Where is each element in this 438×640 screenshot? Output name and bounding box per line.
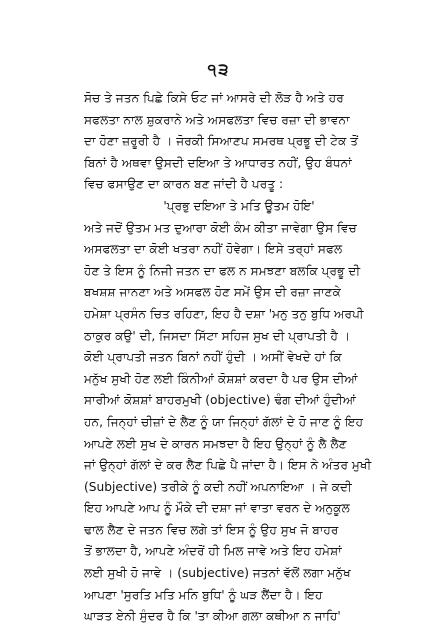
text-line: ਦਾ ਹੋਣਾ ਜ਼ਰੂਰੀ ਹੈ । ਜੋਰਕੀ ਸਿਆਣਪ ਸਮਰਥ ਪ੍ਰਭੂ ਦੀ ਟੇਕ ਤੋਂ xyxy=(84,134,359,149)
text-line: ਅਤੇ ਜਦੋਂ ਉਤਮ ਮਤ ਦੁਆਰਾ ਕੋਈ ਕੰਮ ਕੀਤਾ ਜਾਵੇਗਾ ਉਸ ਵਿਚ xyxy=(84,220,357,235)
text-line: ਢਾਲ ਲੈਣ ਦੇ ਜਤਨ ਵਿਚ ਲਗੇ ਤਾਂ ਇਸ ਨੂੰ ਉਹ ਸੁਖ ਜੋ ਬਾਹਰ xyxy=(84,522,339,537)
text-line: ਸਫਲਤਾ ਨਾਲ ਸ਼ੁਕਰਾਨੇ ਅਤੇ ਅਸਫਲਤਾ ਵਿਚ ਰਜ਼ਾ ਦੀ ਭਾਵਨਾ xyxy=(84,112,350,127)
quotation-line: 'ਪ੍ਰਭੁ ਦਇਆ ਤੇ ਮਤਿ ਊਤਮ ਹੋਇ' xyxy=(163,198,315,213)
text-line: ਮਨੁੱਖ ਸੁਖੀ ਹੋਣ ਲਈ ਕਿੰਨੀਆਂ ਕੋਸ਼ਸ਼ਾਂ ਕਰਦਾ ਹੈ ਪਰ ਉਸ ਦੀਆਂ xyxy=(84,371,358,386)
text-line: ਆਪਣਾ 'ਸੁਰਤਿ ਮਤਿ ਮਨਿ ਬੁਧਿ' ਨੂੰ ਘੜ ਲੈਂਦਾ ਹੈ। ਇਹ xyxy=(84,587,323,602)
text-line: ਹਮੇਸ਼ਾ ਪ੍ਰਸੰਨ ਚਿਤ ਰਹਿਣਾ, ਇਹ ਹੈ ਦਸ਼ਾ 'ਮਨੁ ਤਨੁ ਬੁਧਿ ਅਰਪੀ xyxy=(84,306,364,321)
text-line: (Subjective) ਤਰੀਕੇ ਨੂੰ ਕਦੀ ਨਹੀਂ ਅਪਨਾਇਆ । ਜੇ ਕਦੀ xyxy=(84,479,352,494)
text-line: ਘਾੜਤ ਏਨੀ ਸੁੰਦਰ ਹੈ ਕਿ 'ਤਾ ਕੀਆ ਗਲਾ ਕਥੀਆ ਨ ਜਾਹਿ' xyxy=(84,609,341,624)
text-line: ਬਖਸ਼ਸ਼ ਜਾਨਣਾ ਅਤੇ ਅਸਫਲ ਹੋਣ ਸਮੇਂ ਉਸ ਦੀ ਰਜ਼ਾ ਜਾਣਕੇ xyxy=(84,285,341,300)
text-line: ਵਿਚ ਫਸਾਉਣ ਦਾ ਕਾਰਨ ਬਣ ਜਾਂਦੀ ਹੈ ਪਰਤੂ : xyxy=(84,177,284,192)
text-line: ਤੋਂ ਭਾਲਦਾ ਹੈ, ਆਪਣੇ ਅੰਦਰੋਂ ਹੀ ਮਿਲ ਜਾਵੇ ਅਤੇ ਇਹ ਹਮੇਸ਼ਾਂ xyxy=(84,544,342,559)
page-number: ੧੩ xyxy=(207,60,231,79)
text-line: ਇਹ ਆਪਣੇ ਆਪ ਨੂੰ ਮੌਕੇ ਦੀ ਦਸ਼ਾ ਜਾਂ ਵਾਤਾ ਵਰਨ ਦੇ ਅਨੁਕੂਲ xyxy=(84,501,350,516)
text-line: ਹਨ, ਜਿਨ੍ਹਾਂ ਚੀਜ਼ਾਂ ਦੇ ਲੈਣ ਨੂੰ ਯਾ ਜਿਨ੍ਹਾਂ ਗੱਲਾਂ ਦੇ ਹੋ ਜਾਣ ਨੂੰ ਇਹ xyxy=(84,414,364,429)
text-line: ਅਸਫਲਤਾ ਦਾ ਕੋਈ ਖਤਰਾ ਨਹੀਂ ਹੋਵੇਗਾ। ਇਸੇ ਤਰ੍ਹਾਂ ਸਫਲ xyxy=(84,242,343,257)
text-line: ਠਾਕੁਰ ਕਉ' ਦੀ, ਜਿਸਦਾ ਸਿੱਟਾ ਸਹਿਜ ਸੁਖ ਦੀ ਪ੍ਰਾਪਤੀ ਹੈ । xyxy=(84,328,351,343)
text-line: ਆਪਣੇ ਲਈ ਸੁਖ ਦੇ ਕਾਰਨ ਸਮਝਦਾ ਹੈ ਇਹ ਉਨ੍ਹਾਂ ਨੂੰ ਲੈ ਲੈਣ xyxy=(84,436,347,451)
text-line: ਬਿਨਾਂ ਹੈ ਅਥਵਾ ਉਸਦੀ ਦਇਆ ਤੇ ਆਧਾਰਤ ਨਹੀਂ, ਉਹ ਬੰਧਨਾਂ xyxy=(84,155,352,170)
text-line: ਜਾਂ ਉਨ੍ਹਾਂ ਗੱਲਾਂ ਦੇ ਕਰ ਲੈਣ ਪਿਛੇ ਪੈ ਜਾਂਦਾ ਹੈ। ਇਸ ਨੇ ਅੰਤਰ ਮੁਖੀ xyxy=(84,458,372,473)
body-text xyxy=(84,88,394,628)
text-line: ਸੋਚ ਤੇ ਜਤਨ ਪਿਛੇ ਕਿਸੇ ਓਟ ਜਾਂ ਆਸਰੇ ਦੀ ਲੋੜ ਹੈ ਅਤੇ ਹਰ xyxy=(84,91,344,105)
text-line: ਹੋਣ ਤੇ ਇਸ ਨੂੰ ਨਿਜੀ ਜਤਨ ਦਾ ਫਲ ਨ ਸਮਝਣਾ ਬਲਕਿ ਪ੍ਰਭੂ ਦੀ xyxy=(84,263,361,278)
text-line: ਕੋਈ ਪ੍ਰਾਪਤੀ ਜਤਨ ਬਿਨਾਂ ਨਹੀਂ ਹੁੰਦੀ । ਅਸੀਂ ਵੇਖਦੇ ਹਾਂ ਕਿ xyxy=(84,350,342,365)
text-line: ਲਈ ਸੁਖੀ ਹੋ ਜਾਵੇ । (subjective) ਜਤਨਾਂ ਵੱਲੋਂ ਲਗਾ ਮਨੁੱਖ xyxy=(84,566,351,581)
text-line: ਸਾਰੀਆਂ ਕੋਸ਼ਸ਼ਾਂ ਬਾਹਰਮੁਖੀ (objective) ਢੰਗ ਦੀਆਂ ਹੁੰਦੀਆਂ xyxy=(84,393,357,408)
